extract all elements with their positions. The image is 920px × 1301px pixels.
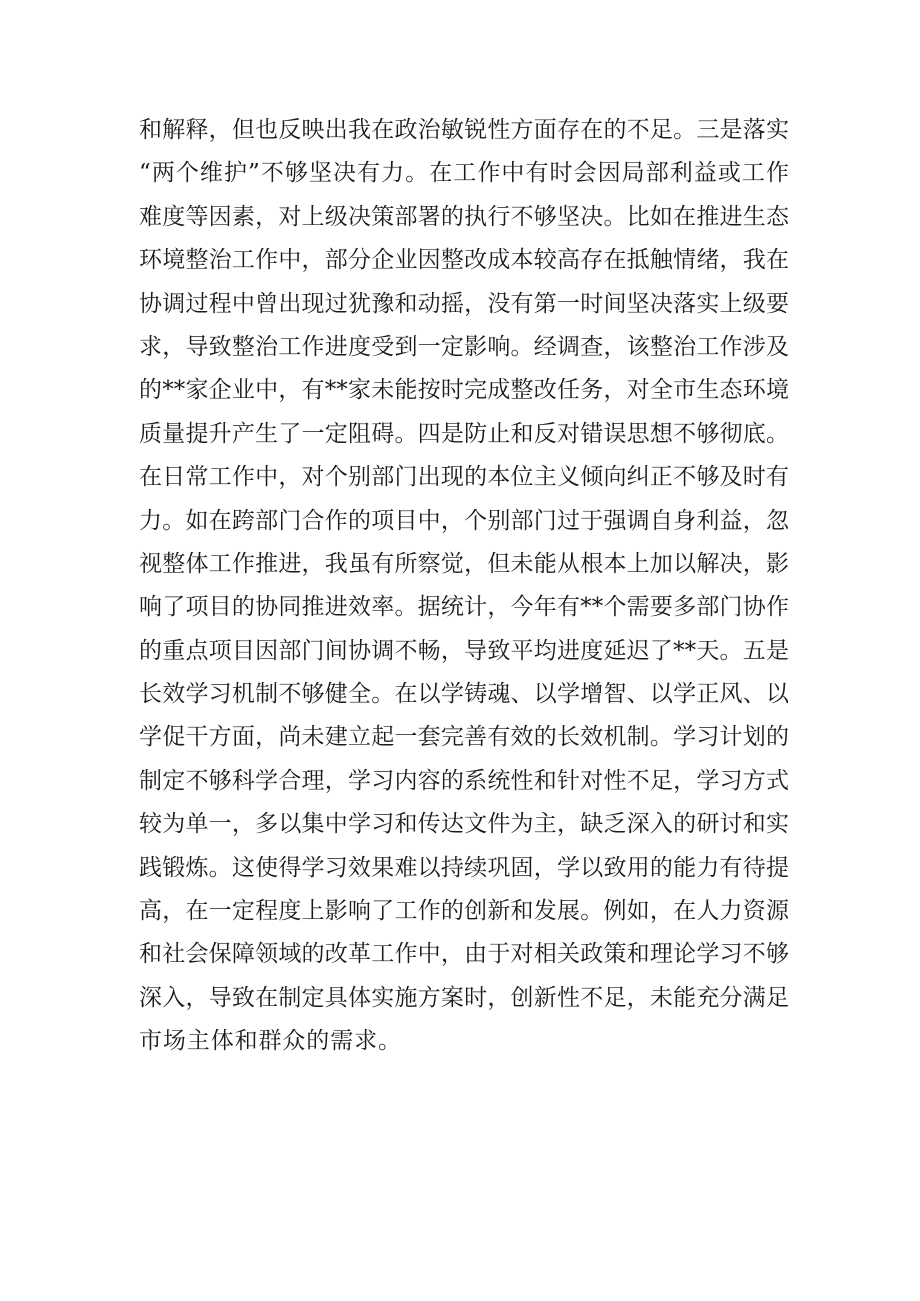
text-line-11: 视整体工作推进，我虽有所察觉，但未能从根本上加以解决，影 <box>139 550 789 577</box>
text-line-15: 学促干方面，尚未建立起一套完善有效的长效机制。学习计划的 <box>139 724 789 751</box>
text-line-10: 力。如在跨部门合作的项目中，个别部门过于强调自身利益，忽 <box>139 507 789 534</box>
text-line-7: 的**家企业中，有**家未能按时完成整改任务，对全市生态环境 <box>139 377 789 404</box>
text-line-14: 长效学习机制不够健全。在以学铸魂、以学增智、以学正风、以 <box>139 681 789 708</box>
text-line-19: 高，在一定程度上影响了工作的创新和发展。例如，在人力资源 <box>139 898 789 925</box>
text-line-3: 难度等因素，对上级决策部署的执行不够坚决。比如在推进生态 <box>139 203 789 230</box>
text-line-20: 和社会保障领域的改革工作中，由于对相关政策和理论学习不够 <box>139 941 789 968</box>
text-line-17: 较为单一，多以集中学习和传达文件为主，缺乏深入的研讨和实 <box>139 811 789 838</box>
text-line-18: 践锻炼。这使得学习效果难以持续巩固，学以致用的能力有待提 <box>139 854 789 881</box>
text-line-12: 响了项目的协同推进效率。据统计，今年有**个需要多部门协作 <box>139 594 789 621</box>
text-line-1: 和解释，但也反映出我在政治敏锐性方面存在的不足。三是落实 <box>139 117 789 143</box>
text-line-8: 质量提升产生了一定阻碍。四是防止和反对错误思想不够彻底。 <box>139 420 789 447</box>
text-line-16: 制定不够科学合理，学习内容的系统性和针对性不足，学习方式 <box>139 767 789 794</box>
text-line-2: “两个维护”不够坚决有力。在工作中有时会因局部利益或工作 <box>139 160 789 187</box>
text-line-21: 深入，导致在制定具体实施方案时，创新性不足，未能充分满足 <box>139 984 789 1011</box>
text-line-5: 协调过程中曾出现过犹豫和动摇，没有第一时间坚决落实上级要 <box>139 290 789 317</box>
text-line-13: 的重点项目因部门间协调不畅，导致平均进度延迟了**天。五是 <box>139 637 789 664</box>
text-line-4: 环境整治工作中，部分企业因整改成本较高存在抵触情绪，我在 <box>139 247 789 274</box>
text-line-22: 市场主体和群众的需求。 <box>139 1028 402 1055</box>
text-line-6: 求，导致整治工作进度受到一定影响。经调查，该整治工作涉及 <box>139 333 789 360</box>
body-paragraph <box>139 109 789 1064</box>
text-line-9: 在日常工作中，对个别部门出现的本位主义倾向纠正不够及时有 <box>139 464 789 491</box>
